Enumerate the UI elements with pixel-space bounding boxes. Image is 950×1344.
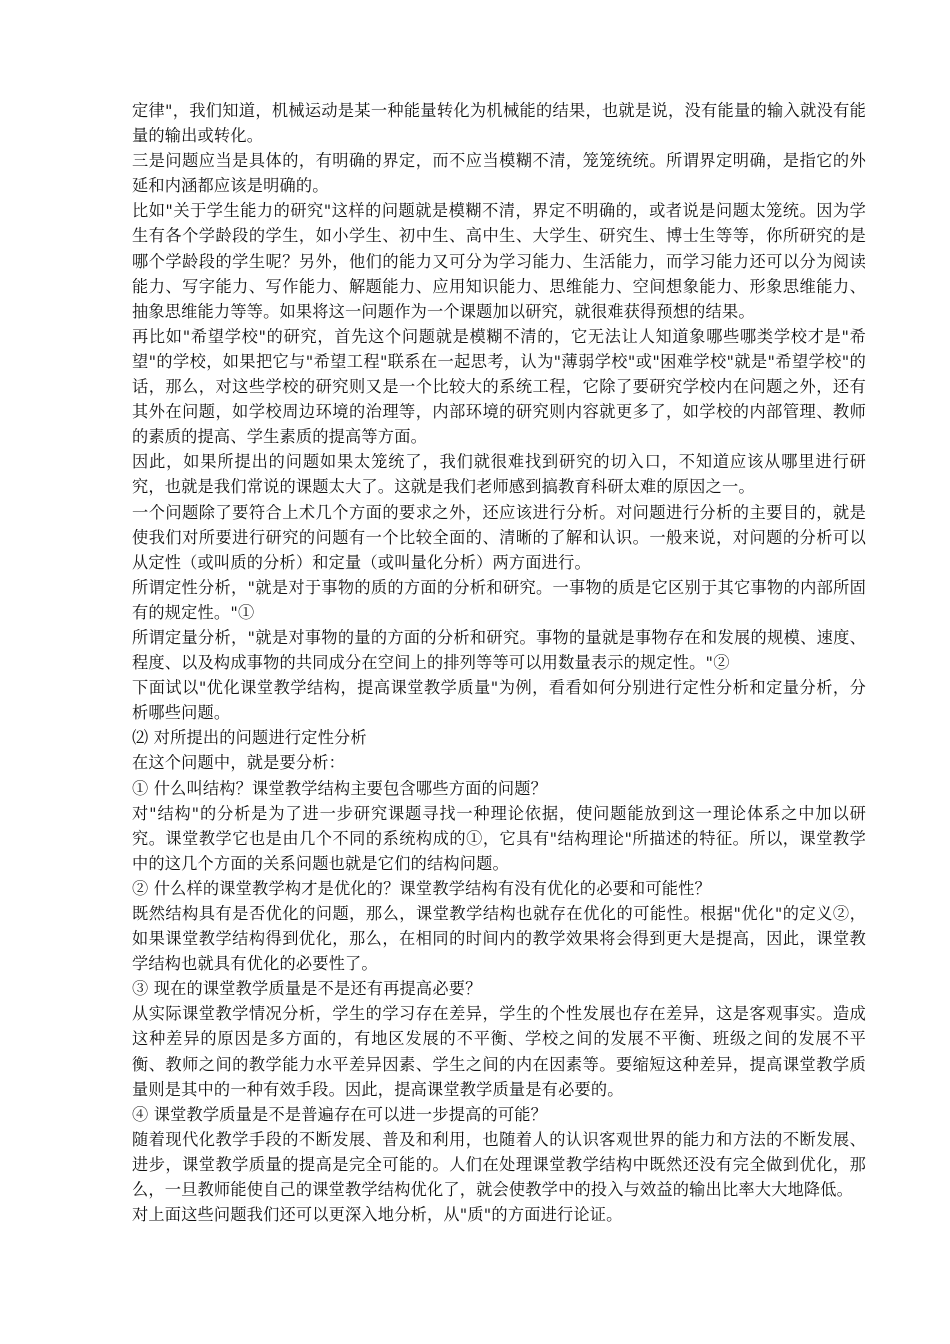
question-4: ④ 课堂教学质量是不是普遍存在可以进一步提高的可能？ (132, 1104, 548, 1124)
answer-2: 既然结构具有是否优化的问题，那么，课堂教学结构也就存在优化的可能性。根据"优化"的定义②，如果课堂教学结构得到优化，那么，在相同的时间内的教学效果将会得到更大是提高，因此，课堂教学结构也就具有优化的必要性了。 (132, 904, 866, 974)
paragraph-analysis-lead: 在这个问题中，就是要分析： (132, 753, 346, 773)
document-body (132, 98, 866, 1227)
question-3: ③ 现在的课堂教学质量是不是还有再提高必要？ (132, 979, 482, 999)
paragraph-closing: 对上面这些问题我们还可以更深入地分析，从"质"的方面进行论证。 (132, 1205, 623, 1225)
paragraph-example-intro: 下面试以"优化课堂教学结构，提高课堂教学质量"为例，看看如何分别进行定性分析和定量分析，分析哪些问题。 (132, 678, 866, 723)
section-heading-qualitative: ⑵ 对所提出的问题进行定性分析 (132, 728, 367, 748)
paragraph-qualitative-definition: 所谓定性分析，"就是对于事物的质的方面的分析和研究。一事物的质是它区别于其它事物的内部所固有的规定性。"① (132, 577, 866, 622)
answer-3: 从实际课堂教学情况分析，学生的学习存在差异，学生的个性发展也存在差异，这是客观事实。造成这种差异的原因是多方面的，有地区发展的不平衡、学校之间的发展不平衡、班级之间的发展不平衡、教师之间的教学能力水平差异因素、学生之间的内在因素等。要缩短这种差异，提高课堂教学质量则是其中的一种有效手段。因此，提高课堂教学质量是有必要的。 (132, 1004, 866, 1099)
paragraph-hope-school-example: 再比如"希望学校"的研究，首先这个问题就是模糊不清的，它无法让人知道象哪些哪类学校才是"希望"的学校，如果把它与"希望工程"联系在一起思考，认为"薄弱学校"或"困难学校"就是"希望学校"的话，那么，对这些学校的研究则又是一个比较大的系统工程，它除了要研究学校内在问题之外，还有其外在问题，如学校周边环境的治理等，内部环境的研究则内容就更多了，如学校的内部管理、教师的素质的提高、学生素质的提高等方面。 (132, 326, 866, 447)
answer-1: 对"结构"的分析是为了进一步研究课题寻找一种理论依据，使问题能放到这一理论体系之中加以研究。课堂教学它也是由几个不同的系统构成的①，它具有"结构理论"所描述的特征。所以，课堂教学中的这几个方面的关系问题也就是它们的结构问题。 (132, 803, 866, 873)
paragraph-quantitative-definition: 所谓定量分析，"就是对事物的量的方面的分析和研究。事物的量就是事物存在和发展的规模、速度、程度、以及构成事物的共同成分在空间上的排列等等可以用数量表示的规定性。"② (132, 627, 866, 673)
paragraph-energy-law: 定律"，我们知道，机械运动是某一种能量转化为机械能的结果，也就是说，没有能量的输入就没有能量的输出或转化。 (132, 101, 866, 146)
paragraph-too-broad: 因此，如果所提出的问题如果太笼统了，我们就很难找到研究的切入口，不知道应该从哪里进行研究，也就是我们常说的课题太大了。这就是我们老师感到搞教育科研太难的原因之一。 (132, 452, 866, 497)
question-1: ① 什么叫结构？课堂教学结构主要包含哪些方面的问题？ (132, 778, 548, 798)
paragraph-student-ability-example: 比如"关于学生能力的研究"这样的问题就是模糊不清，界定不明确的，或者说是问题太笼统。因为学生有各个学龄段的学生，如小学生、初中生、高中生、大学生、研究生、博士生等等，你所研究的是哪个学龄段的学生呢？另外，他们的能力又可分为学习能力、生活能力，而学习能力还可以分为阅读能力、写字能力、写作能力、解题能力、应用知识能力、思维能力、空间想象能力、形象思维能力、抽象思维能力等等。如果将这一问题作为一个课题加以研究，就很难获得预想的结果。 (132, 201, 866, 321)
paragraph-point-three: 三是问题应当是具体的，有明确的界定，而不应当模糊不清，笼笼统统。所谓界定明确，是指它的外延和内涵都应该是明确的。 (132, 151, 866, 196)
paragraph-analysis-intro: 一个问题除了要符合上术几个方面的要求之外，还应该进行分析。对问题进行分析的主要目的，就是使我们对所要进行研究的问题有一个比较全面的、清晰的了解和认识。一般来说，对问题的分析可以从定性（或叫质的分析）和定量（或叫量化分析）两方面进行。 (132, 502, 866, 572)
question-2: ② 什么样的课堂教学构才是优化的？课堂教学结构有没有优化的必要和可能性？ (132, 878, 711, 898)
answer-4: 随着现代化教学手段的不断发展、普及和利用，也随着人的认识客观世界的能力和方法的不断发展、进步，课堂教学质量的提高是完全可能的。人们在处理课堂教学结构中既然还没有完全做到优化，那么，一旦教师能使自己的课堂教学结构优化了，就会使教学中的投入与效益的输出比率大大地降低。 (132, 1129, 866, 1200)
